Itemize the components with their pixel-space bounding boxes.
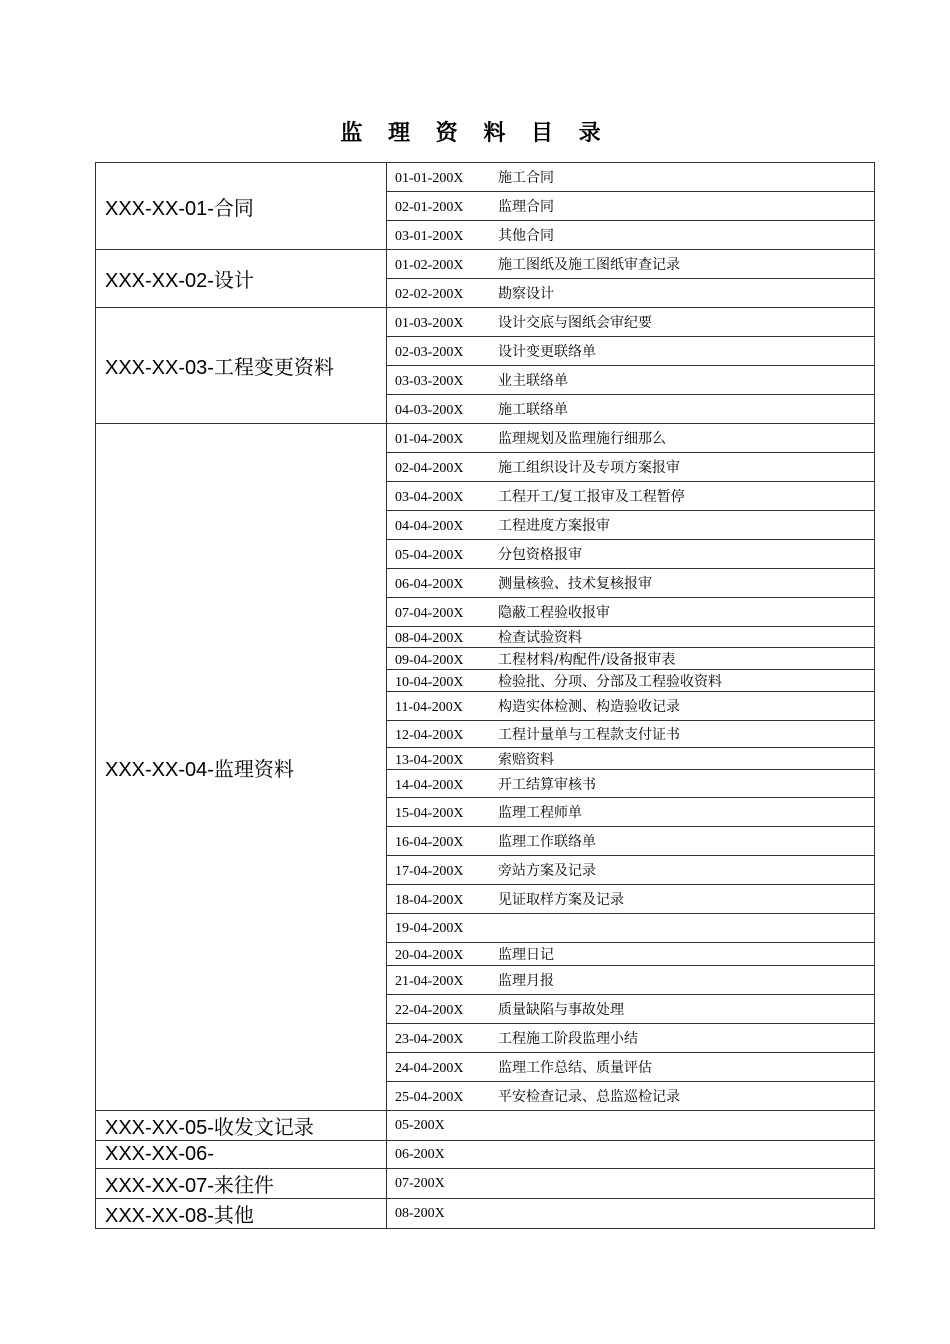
table-row	[96, 250, 875, 279]
category-cell: XXX-XX-05-收发文记录	[96, 1111, 387, 1141]
entry-name: 构造实体检测、构造验收记录	[498, 699, 680, 715]
entry-code: 01-01-200X	[395, 171, 464, 186]
entry-code: 11-04-200X	[395, 700, 463, 715]
entry-code: 16-04-200X	[395, 835, 464, 850]
entry-name: 施工组织设计及专项方案报审	[498, 460, 680, 476]
entry-code: 06-04-200X	[395, 577, 464, 592]
entry-cell	[387, 885, 875, 914]
entry-name: 勘察设计	[498, 286, 554, 302]
table-row	[96, 308, 875, 337]
entry-cell	[387, 692, 875, 721]
entry-cell	[387, 648, 875, 670]
entry-name: 工程进度方案报审	[498, 518, 610, 534]
entry-code: 04-04-200X	[395, 519, 464, 534]
entry-name: 监理工作总结、质量评估	[498, 1060, 652, 1076]
entry-cell	[387, 453, 875, 482]
table-row	[96, 163, 875, 192]
table-row	[96, 1199, 875, 1229]
entry-name: 旁站方案及记录	[498, 863, 596, 879]
entry-code: 07-04-200X	[395, 606, 464, 621]
entry-cell	[387, 569, 875, 598]
entry-cell	[387, 366, 875, 395]
entry-code: 25-04-200X	[395, 1090, 464, 1105]
entry-code: 24-04-200X	[395, 1061, 464, 1076]
category-cell: XXX-XX-01-合同	[96, 163, 387, 250]
category-cell: XXX-XX-04-监理资料	[96, 424, 387, 1111]
entry-name: 检验批、分项、分部及工程验收资料	[498, 673, 722, 690]
entry-cell	[387, 395, 875, 424]
entry-code: 02-03-200X	[395, 345, 464, 360]
entry-name: 工程计量单与工程款支付证书	[498, 727, 680, 743]
entry-code: 08-200X	[395, 1206, 445, 1221]
entry-name: 工程施工阶段监理小结	[498, 1031, 638, 1047]
entry-cell	[387, 540, 875, 569]
entry-name: 施工图纸及施工图纸审查记录	[498, 257, 680, 273]
entry-cell	[387, 308, 875, 337]
entry-cell	[387, 1024, 875, 1053]
entry-name: 开工结算审核书	[498, 776, 596, 793]
entry-code: 20-04-200X	[395, 948, 464, 963]
entry-code: 02-02-200X	[395, 287, 464, 302]
table-row	[96, 1169, 875, 1199]
entry-cell	[387, 995, 875, 1024]
entry-cell	[387, 670, 875, 692]
entry-code: 04-03-200X	[395, 403, 464, 418]
category-cell: XXX-XX-02-设计	[96, 250, 387, 308]
entry-name: 测量核验、技术复核报审	[498, 576, 652, 592]
entry-cell	[387, 337, 875, 366]
entry-name: 监理合同	[498, 199, 554, 215]
entry-code: 05-04-200X	[395, 548, 464, 563]
entry-cell	[387, 770, 875, 798]
entry-name: 分包资格报审	[498, 547, 582, 563]
entry-code: 15-04-200X	[395, 806, 464, 821]
table-row	[96, 1111, 875, 1141]
entry-cell	[387, 221, 875, 250]
entry-cell	[387, 721, 875, 748]
entry-cell	[387, 279, 875, 308]
entry-name: 业主联络单	[498, 373, 568, 389]
entry-cell	[387, 1082, 875, 1111]
entry-cell	[387, 1169, 875, 1199]
entry-cell	[387, 598, 875, 627]
entry-name: 工程材料/构配件/设备报审表	[498, 651, 676, 668]
entry-name: 施工联络单	[498, 402, 568, 418]
entry-name: 设计变更联络单	[498, 344, 596, 360]
table-row	[96, 424, 875, 453]
entry-code: 10-04-200X	[395, 674, 464, 690]
entry-code: 09-04-200X	[395, 652, 464, 668]
entry-code: 03-01-200X	[395, 229, 464, 244]
entry-code: 13-04-200X	[395, 752, 464, 768]
entry-cell	[387, 250, 875, 279]
entry-code: 23-04-200X	[395, 1032, 464, 1047]
entry-code: 22-04-200X	[395, 1003, 464, 1018]
entry-cell	[387, 1199, 875, 1229]
entry-cell	[387, 1141, 875, 1169]
entry-code: 07-200X	[395, 1176, 445, 1191]
entry-cell	[387, 163, 875, 192]
entry-name: 设计交底与图纸会审纪要	[498, 315, 652, 331]
entry-cell	[387, 424, 875, 453]
entry-name: 见证取样方案及记录	[498, 892, 624, 908]
entry-code: 19-04-200X	[395, 920, 464, 936]
entry-name: 平安检查记录、总监巡检记录	[498, 1089, 680, 1105]
entry-code: 06-200X	[395, 1147, 445, 1162]
entry-cell	[387, 1053, 875, 1082]
entry-code: 18-04-200X	[395, 893, 464, 908]
category-cell: XXX-XX-07-来往件	[96, 1169, 387, 1199]
entry-name: 工程开工/复工报审及工程暂停	[498, 489, 685, 505]
entry-code: 01-04-200X	[395, 432, 464, 447]
entry-name: 索赔资料	[498, 751, 554, 768]
entry-code: 03-04-200X	[395, 490, 464, 505]
entry-cell	[387, 914, 875, 943]
entry-name: 监理月报	[498, 973, 554, 989]
entry-name: 隐蔽工程验收报审	[498, 605, 610, 621]
entry-cell	[387, 482, 875, 511]
category-cell: XXX-XX-08-其他	[96, 1199, 387, 1229]
entry-code: 02-04-200X	[395, 461, 464, 476]
entry-code: 03-03-200X	[395, 374, 464, 389]
category-cell: XXX-XX-03-工程变更资料	[96, 308, 387, 424]
entry-code: 17-04-200X	[395, 864, 464, 879]
entry-code: 12-04-200X	[395, 728, 464, 743]
page-title: 监 理 资 料 目 录	[340, 121, 610, 146]
category-cell: XXX-XX-06-	[96, 1141, 387, 1169]
entry-name: 其他合同	[498, 228, 554, 244]
entry-cell	[387, 798, 875, 827]
entry-code: 05-200X	[395, 1118, 445, 1133]
entry-name: 检查试验资料	[498, 630, 582, 646]
entry-code: 08-04-200X	[395, 631, 464, 646]
entry-code: 01-02-200X	[395, 258, 464, 273]
entry-cell	[387, 856, 875, 885]
entry-cell	[387, 827, 875, 856]
entry-code: 21-04-200X	[395, 974, 464, 989]
entry-name: 监理工程师单	[498, 805, 582, 821]
entry-cell	[387, 966, 875, 995]
catalog-table	[95, 162, 875, 1229]
entry-code: 02-01-200X	[395, 200, 464, 215]
entry-name: 质量缺陷与事故处理	[498, 1002, 624, 1018]
entry-name: 监理工作联络单	[498, 834, 596, 850]
entry-cell	[387, 943, 875, 966]
table-row	[96, 1141, 875, 1169]
entry-name: 施工合同	[498, 170, 554, 186]
entry-cell	[387, 748, 875, 770]
entry-cell	[387, 627, 875, 648]
entry-cell	[387, 192, 875, 221]
entry-name: 监理规划及监理施行细那么	[498, 431, 666, 447]
entry-name: 监理日记	[498, 947, 554, 963]
entry-cell	[387, 511, 875, 540]
entry-code: 01-03-200X	[395, 316, 464, 331]
entry-cell	[387, 1111, 875, 1141]
entry-code: 14-04-200X	[395, 777, 464, 793]
